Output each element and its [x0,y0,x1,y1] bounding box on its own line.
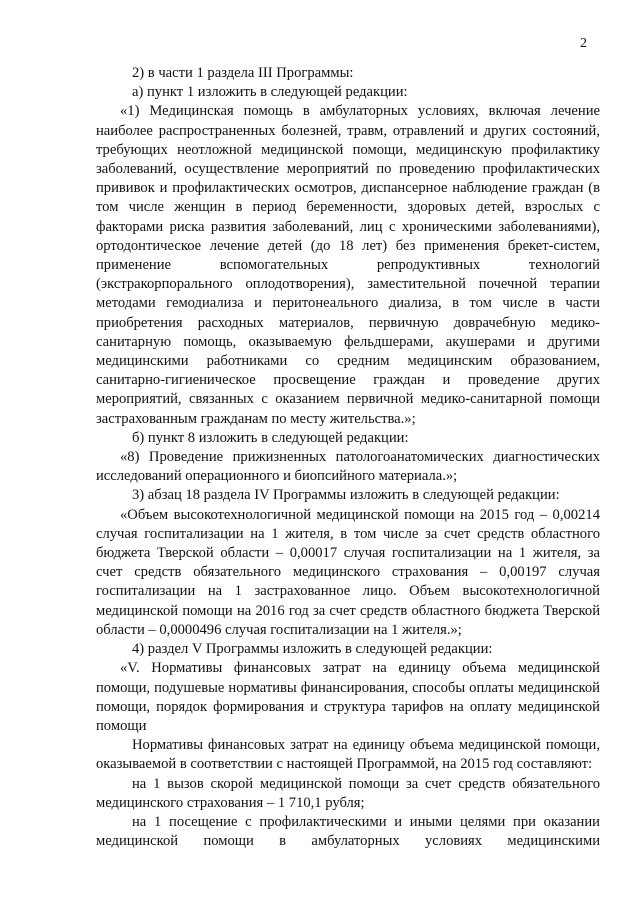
document-body [96,64,600,851]
paragraph-item-b: б) пункт 8 изложить в следующей редакции: [132,429,409,446]
paragraph-section-iii-header: 2) в части 1 раздела III Программы: [132,65,354,81]
paragraph-section-iv-header: 3) абзац 18 раздела IV Программы изложить в следующей редакции: [132,487,560,504]
paragraph-ambulatory-care: «1) Медицинская помощь в амбулаторных условиях, включая лечение наиболее распространенных болезней, травм, отравлений и других состояний, требующих неотложной медицинской помощи, медицинскую профилактику заболеваний, осуществление мероприятий по проведению профилактических прививок и профилактических осмотров, диспансерное наблюдение граждан (в том числе женщин в период беременности, здоровых детей, взрослых с факторами риска развития заболеваний, лиц с хроническими заболеваниями), ортодонтическое лечение детей (до 18 лет) без применения брекет-систем, применение вспомогательных репродуктивных технологий (экстракорпорального оплодотворения), заместительной почечной терапии методами гемодиализа и перитонеального диализа, в том числе в части приобретения расходных материалов, первичную доврачебную медико-санитарную помощь, оказываемую фельдшерами, акушерами и другими медицинскими работниками со средним медицинским образованием, санитарно-гигиеническое просвещение граждан и проведение других мероприятий, связанных с оказанием первичной медико-санитарной помощи застрахованным гражданам по месту жительства.»; [96,103,600,427]
paragraph-preventive-visit: на 1 посещение с профилактическими и иными целями при оказании медицинской помощи в амбулаторных условиях медицинскими [96,813,600,850]
paragraph-section-v-header: 4) раздел V Программы изложить в следующей редакции: [132,641,493,658]
paragraph-ambulance-cost: на 1 вызов скорой медицинской помощи за счет средств обязательного медицинского страхования – 1 710,1 рубля; [96,775,600,811]
page-number: 2 [580,36,587,51]
paragraph-section-v-title: «V. Нормативы финансовых затрат на единицу объема медицинской помощи, подушевые нормативы финансирования, способы оплаты медицинской помощи, порядок формирования и структура тарифов на оплату медицинской помощи [96,660,600,734]
paragraph-high-tech-volume: «Объем высокотехнологичной медицинской помощи на 2015 год – 0,00214 случая госпитализации на 1 жителя, в том числе за счет средств областного бюджета Тверской области – 0,00017 случая госпитализации на 1 жителя, за счет средств обязательного медицинского страхования – 0,00197 случая госпитализации на 1 застрахованное лицо. Объем высокотехнологичной медицинской помощи на 2016 год за счет средств областного бюджета Тверской области – 0,0000496 случая госпитализации на 1 жителя.»; [96,506,600,638]
paragraph-item-a: а) пункт 1 изложить в следующей редакции: [132,84,408,101]
paragraph-cost-norms-intro: Нормативы финансовых затрат на единицу объема медицинской помощи, оказываемой в соответствии с настоящей Программой, на 2015 год составляют: [96,737,600,773]
paragraph-pathology: «8) Проведение прижизненных патологоанатомических диагностических исследований операционного и биопсийного материала.»; [96,449,600,485]
